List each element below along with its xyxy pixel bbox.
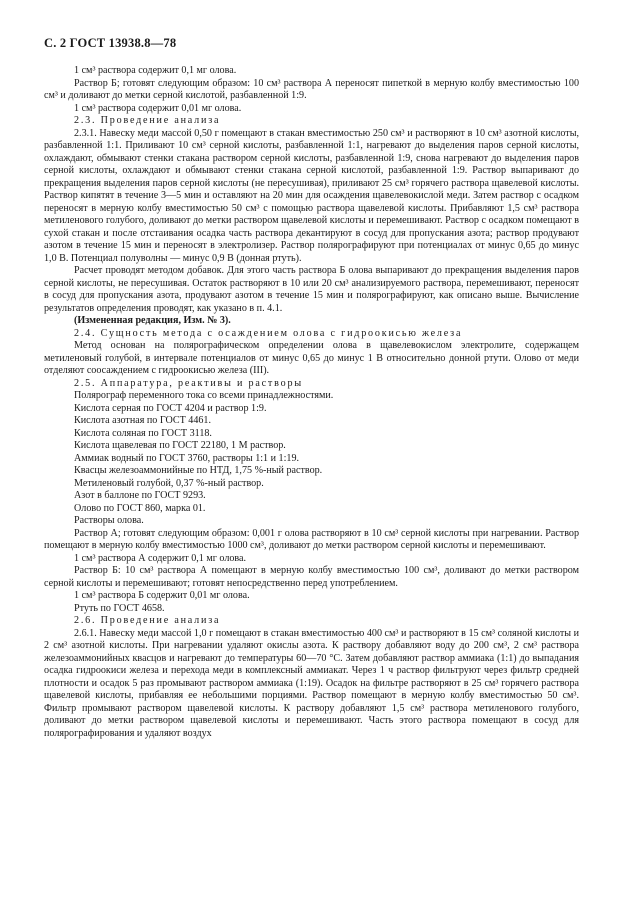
paragraph: Аммиак водный по ГОСТ 3760, растворы 1:1 и 1:19. <box>74 452 300 464</box>
paragraph: Олово по ГОСТ 860, марка 01. <box>74 502 206 514</box>
paragraph: Метиленовый голубой, 0,37 %-ный раствор. <box>74 477 264 489</box>
paragraph: 2.6.1. Навеску меди массой 1,0 г помещают в стакан вместимостью 400 см³ и растворяют в 15 см³ соляной кислоты и 2 см³ азотной кислоты. При нагревании удаляют окислы азота. К раствору добавляют воду до 200 см³, 2 см³ раствора железоаммонийных квасцов и нагревают до температуры 60—70 °С. Затем добавляют раствор аммиака (1:1) до выпадания осадка гидроокиси железа и перехода меди в комплексный аммиакат. Через 1 ч раствор фильтруют через фильтр средней плотности и осадок 5 раз промывают раствором аммиака (1:19). Осадок на фильтре растворяют в 25 см³ горячего раствора щавелевой кислоты, прибавляя ее небольшими порциями. Раствор помещают в мерную колбу вместимостью 50 см³. Фильтр промывают раствором щавелевой кислоты. К раствору добавляют 1,5 см³ раствора метиленового голубого, доливают до метки раствором щавелевой кислоты и перемешивают. Часть этого раствора помещают в сосуд для полярографирования и удаляют воздух <box>44 627 579 739</box>
section-heading: 2.3. Проведение анализа <box>74 115 221 126</box>
paragraph: 1 см³ раствора А содержит 0,1 мг олова. <box>74 552 247 564</box>
paragraph: 1 см³ раствора содержит 0,01 мг олова. <box>74 102 242 114</box>
paragraph: Растворы олова. <box>74 515 144 526</box>
paragraph: Раствор А; готовят следующим образом: 0,001 г олова растворяют в 10 см³ серной кислоты при нагревании. Раствор помещают в мерную колбу вместимостью 1000 см³, доливают до метки раствором серной кислоты и перемешивают. <box>44 527 579 551</box>
paragraph: Метод основан на полярографическом определении олова в щавелевокислом электролите, содержащем метиленовый голубой, в интервале потенциалов от минус 0,65 до минус 1 В относительно донной ртути. Олово от меди отделяют соосаждением с гидроокисью железа (III). <box>44 340 579 376</box>
paragraph: Кислота серная по ГОСТ 4204 и раствор 1:9. <box>74 402 267 414</box>
paragraph: 1 см³ раствора Б содержит 0,01 мг олова. <box>74 590 250 601</box>
paragraph: 1 см³ раствора содержит 0,1 мг олова. <box>74 65 237 76</box>
section-heading: 2.6. Проведение анализа <box>74 615 221 626</box>
paragraph: Ртуть по ГОСТ 4658. <box>74 602 165 614</box>
paragraph: Кислота азотная по ГОСТ 4461. <box>74 415 211 426</box>
paragraph: Азот в баллоне по ГОСТ 9293. <box>74 490 206 501</box>
paragraph: Кислота щавелевая по ГОСТ 22180, 1 М раствор. <box>74 440 286 451</box>
section-heading: 2.5. Аппаратура, реактивы и растворы <box>74 377 303 389</box>
paragraph: Кислота соляная по ГОСТ 3118. <box>74 427 212 439</box>
paragraph: Квасцы железоаммонийные по НТД, 1,75 %-ный раствор. <box>74 465 323 476</box>
paragraph: 2.3.1. Навеску меди массой 0,50 г помещают в стакан вместимостью 250 см³ и растворяют в 10 см³ азотной кислоты, разбавленной 1:1. Приливают 10 см³ серной кислоты, разбавленной 1:1, нагревают до выделения паров серной кислоты, охлаждают, обмывают стенки стакана раствором серной кислоты, разбавленной 1:9, снова нагревают до выделения паров серной кислоты, охлаждают и обмывают стенки стакана серной кислотой, разбавленной 1:9. Раствор выпаривают до прекращения выделения паров серной кислоты (не пересушивая), приливают 25 см³ горячего раствора щавелевой кислоты. Раствор кипятят в течение 3—5 мин и оставляют на 20 мин для осаждения щавелевокислой меди. Затем раствор с осадком переносят в мерную колбу вместимостью 50 см³ с помощью раствора щавелевой кислоты. Прибавляют 1,5 см³ раствора метиленового голубого, доливают до метки раствором щавелевой кислоты и перемешивают. Раствор с осадком помещают в сухой стакан и после отстаивания осадка часть раствора декантируют в сосуд для пропускания азота; раствор продувают азотом в течение 15 мин и переносят в электролизер. Раствор полярографируют при потенциалах от минус 0,65 до минус 1,0 В. Потенциал полуволны — минус 0,9 В (донная ртуть). <box>44 127 579 264</box>
paragraph: Расчет проводят методом добавок. Для этого часть раствора Б олова выпаривают до прекращения выделения паров серной кислоты, не пересушивая. Остаток растворяют в 10 или 20 см³ анализируемого раствора, перемешивают, переносят в сосуд для пропускания азота, продувают азотом в течение 15 мин и полярографируют, как описано выше. Вычисление результатов определения проводят, как указано в п. 4.1. <box>44 265 579 314</box>
document-body <box>44 65 579 740</box>
section-heading: 2.4. Сущность метода с осаждением олова с гидроокисью железа <box>74 327 463 339</box>
paragraph: Раствор Б; готовят следующим образом: 10 см³ раствора А переносят пипеткой в мерную колбу вместимостью 100 см³ и доливают до метки серной кислотой, разбавленной 1:9. <box>44 77 579 101</box>
paragraph: Раствор Б: 10 см³ раствора А помещают в мерную колбу вместимостью 100 см³, доливают до метки раствором серной кислоты и перемешивают; готовят непосредственно перед употреблением. <box>44 565 579 589</box>
paragraph: Полярограф переменного тока со всеми принадлежностями. <box>74 390 334 401</box>
page-header: С. 2 ГОСТ 13938.8—78 <box>44 36 177 50</box>
paragraph: (Измененная редакция, Изм. № 3). <box>74 315 231 326</box>
